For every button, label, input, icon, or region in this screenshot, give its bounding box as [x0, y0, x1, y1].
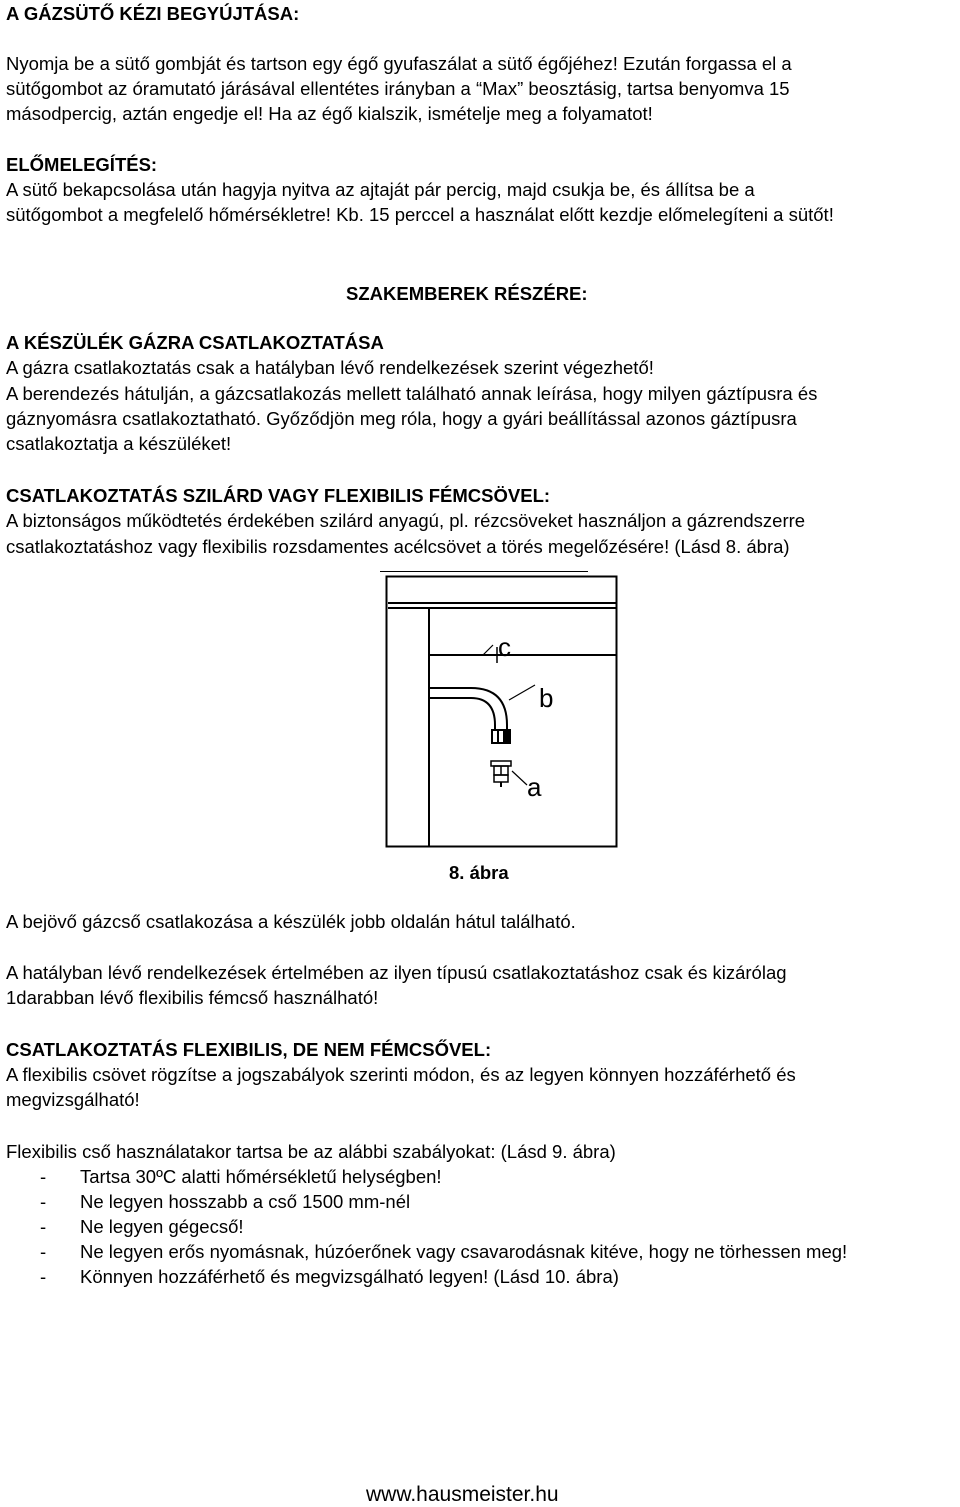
figure-8-caption: 8. ábra: [449, 862, 509, 883]
figure-frame: [387, 577, 617, 847]
pipe-position-text: A bejövő gázcső csatlakozása a készülék jobb oldalán hátul található.: [6, 911, 576, 932]
non-metal-line-1: A flexibilis csövet rögzítse a jogszabályok szerinti módon, és az legyen könnyen hozzáférhető és: [6, 1064, 796, 1085]
preheat-title: ELŐMELEGÍTÉS:: [6, 154, 158, 175]
list-dash: -: [40, 1166, 47, 1187]
flex-rules-intro: Flexibilis cső használatakor tartsa be az alábbi szabályokat: (Lásd 9. ábra): [6, 1141, 616, 1162]
preheat-line-2: sütőgombot a megfelelő hőmérsékletre! Kb. 15 perccel a használat előtt kezdje előmelegíteni a sütőt!: [6, 204, 834, 225]
leader-b: [509, 685, 535, 700]
figure-8-diagram: [385, 575, 618, 848]
ignition-line-3: másodpercig, aztán engedje el! Ha az égő kialszik, ismételje meg a folyamatot!: [6, 103, 653, 124]
list-dash: -: [40, 1216, 47, 1237]
gas-connection-line-4: csatlakoztatja a készüléket!: [6, 433, 232, 454]
gas-connection-line-2: A berendezés hátulján, a gázcsatlakozás mellett található annak leírása, hogy milyen gáztípusra és: [6, 383, 818, 404]
list-item-text: Ne legyen hosszabb a cső 1500 mm-nél: [80, 1191, 411, 1212]
list-dash: -: [40, 1191, 47, 1212]
list-item-text: Könnyen hozzáférhető és megvizsgálható legyen! (Lásd 10. ábra): [80, 1266, 619, 1287]
ignition-title: A GÁZSÜTŐ KÉZI BEGYÚJTÁSA:: [6, 3, 300, 24]
leader-c: [483, 645, 493, 655]
regulation-line-1: A hatályban lévő rendelkezések értelmében az ilyen típusú csatlakoztatáshoz csak és kizárólag: [6, 962, 787, 983]
gas-connection-line-1: A gázra csatlakoztatás csak a hatályban lévő rendelkezések szerint végezhető!: [6, 357, 654, 378]
list-item-text: Ne legyen erős nyomásnak, húzóerőnek vagy csavarodásnak kitéve, hogy ne törhessen meg!: [80, 1241, 848, 1262]
gas-connection-title: A KÉSZÜLÉK GÁZRA CSATLAKOZTATÁSA: [6, 332, 384, 353]
rigid-flexible-line-2: csatlakoztatáshoz vagy flexibilis rozsdamentes acélcsövet a törés megelőzésére! (Lásd 8. ábra): [6, 536, 790, 557]
list-item-text: Ne legyen gégecső!: [80, 1216, 244, 1237]
list-item-text: Tartsa 30ºC alatti hőmérsékletű helységben!: [80, 1166, 442, 1187]
label-c: c: [498, 632, 511, 662]
list-dash: -: [40, 1266, 47, 1287]
label-a: a: [527, 772, 542, 802]
underline-rule: [380, 571, 588, 572]
regulation-line-2: 1darabban lévő flexibilis fémcső használható!: [6, 987, 379, 1008]
non-metal-title: CSATLAKOZTATÁS FLEXIBILIS, DE NEM FÉMCSŐVEL:: [6, 1039, 492, 1060]
preheat-line-1: A sütő bekapcsolása után hagyja nyitva az ajtaját pár percig, majd csukja be, és állítsa be a: [6, 179, 755, 200]
footer-url[interactable]: www.hausmeister.hu: [366, 1483, 559, 1506]
leader-a: [512, 771, 527, 785]
ignition-line-1: Nyomja be a sütő gombját és tartson egy égő gyufaszálat a sütő égőjéhez! Ezután forgassa el a: [6, 53, 792, 74]
gas-connection-line-3: gáznyomásra csatlakoztatható. Győződjön meg róla, hogy a gyári beállítással azonos gáztípusra: [6, 408, 797, 429]
rigid-flexible-line-1: A biztonságos működtetés érdekében szilárd anyagú, pl. rézcsöveket használjon a gázrendszerre: [6, 510, 806, 531]
list-dash: -: [40, 1241, 47, 1262]
label-b: b: [539, 683, 554, 713]
rigid-flexible-title: CSATLAKOZTATÁS SZILÁRD VAGY FLEXIBILIS FÉMCSÖVEL:: [6, 485, 551, 506]
non-metal-line-2: megvizsgálható!: [6, 1089, 140, 1110]
bent-pipe-b-inner: [429, 698, 495, 730]
experts-heading: SZAKEMBEREK RÉSZÉRE:: [346, 283, 588, 304]
ignition-line-2: sütőgombot az óramutató járásával ellentétes irányban a “Max” beosztásig, tartsa benyomva 15: [6, 78, 790, 99]
